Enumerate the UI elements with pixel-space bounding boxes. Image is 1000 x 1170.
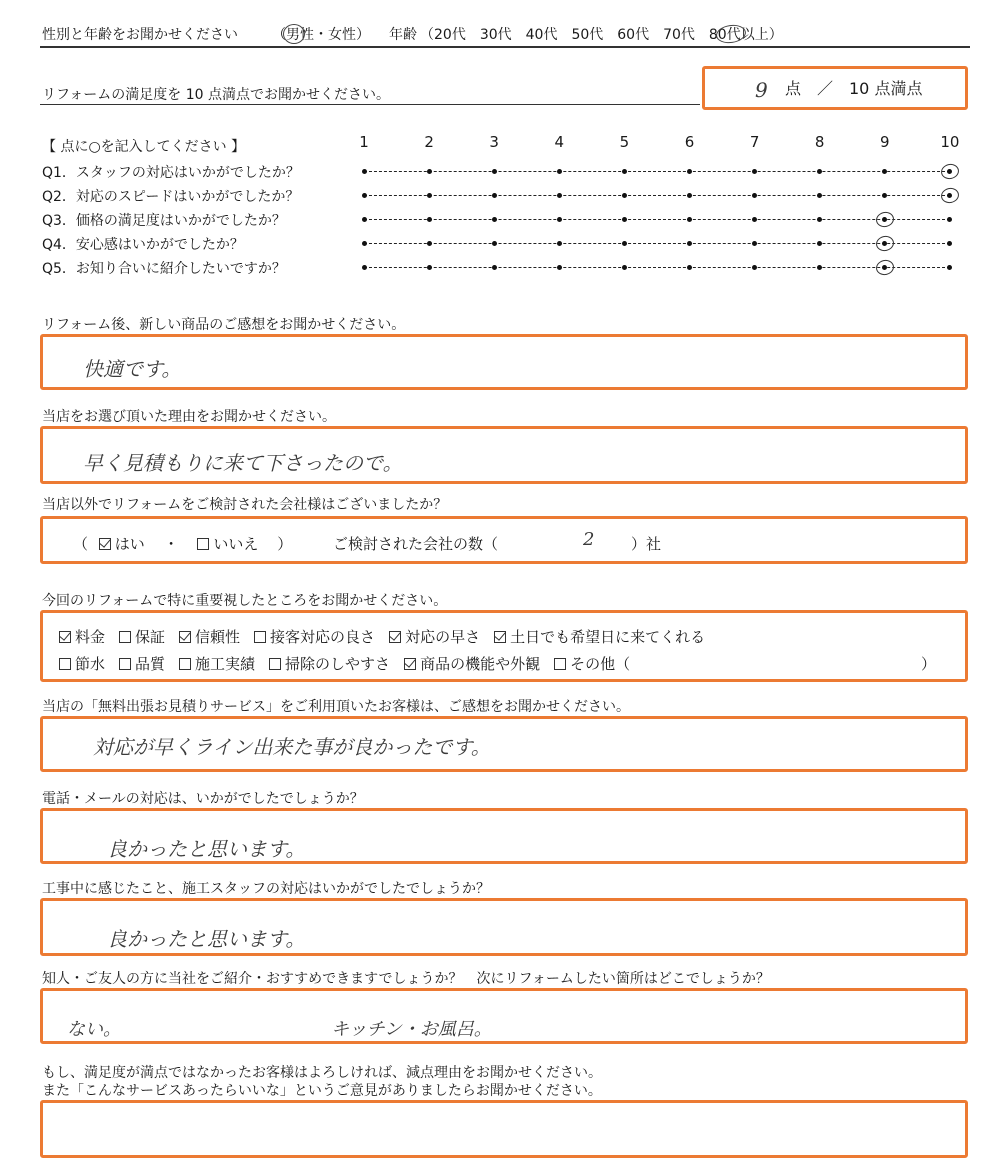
- priority-checkbox[interactable]: [119, 631, 131, 643]
- reason-label: 当店をお選び頂いた理由をお聞かせください。: [42, 409, 336, 425]
- scale-number: 4: [554, 133, 565, 151]
- phone-mail-answer: 良かったと思います。: [107, 837, 306, 861]
- rating-circle-mark: [940, 162, 961, 180]
- rating-point[interactable]: [492, 169, 497, 174]
- rating-point[interactable]: [492, 265, 497, 270]
- option-separator: ・: [163, 535, 179, 553]
- scale-number: 1: [359, 133, 369, 151]
- scale-number: 6: [684, 133, 695, 151]
- priority-checkbox[interactable]: [494, 631, 506, 643]
- reason-box[interactable]: [40, 426, 968, 484]
- rating-point[interactable]: [817, 217, 822, 222]
- rating-circle-mark: [874, 258, 895, 276]
- recommend-answer-right: キッチン・お風呂。: [331, 1019, 492, 1040]
- rating-point[interactable]: [752, 169, 757, 174]
- rating-line: [364, 219, 950, 220]
- question-label: Q4．安心感はいかがでしたか？: [42, 237, 244, 253]
- priority-option[interactable]: [59, 653, 105, 674]
- question-label: Q5．お知り合いに紹介したいですか？: [42, 261, 286, 277]
- satisfaction-rule: [40, 104, 700, 105]
- recommend-box[interactable]: [40, 988, 968, 1044]
- deduction-label-1: もし、満足度が満点ではなかったお客様はよろしければ、減点理由をお聞かせください。: [42, 1065, 602, 1081]
- rating-line: [364, 171, 950, 172]
- rating-point[interactable]: [427, 169, 432, 174]
- scale-number: 7: [749, 133, 760, 151]
- gender-circle-mark: [283, 24, 305, 44]
- rating-point[interactable]: [882, 169, 887, 174]
- impression-label: リフォーム後、新しい商品のご感想をお聞かせください。: [42, 317, 406, 333]
- priorities-close-paren: ）: [921, 655, 937, 673]
- question-label: Q1．スタッフの対応はいかがでしたか？: [42, 165, 300, 181]
- priority-checkbox[interactable]: [119, 658, 131, 670]
- rating-line: [364, 243, 950, 244]
- question-label: Q2．対応のスピードはいかがでしたか？: [42, 189, 300, 205]
- paren-open: （: [73, 535, 89, 553]
- rating-point[interactable]: [947, 265, 952, 270]
- rating-line: [364, 195, 950, 196]
- rating-point[interactable]: [752, 241, 757, 246]
- priority-option[interactable]: [179, 653, 255, 674]
- gender-age-label: 性別と年齢をお聞かせください: [42, 27, 238, 43]
- phone-mail-box[interactable]: [40, 808, 968, 864]
- rating-point[interactable]: [817, 193, 822, 198]
- priority-label: 対応の早さ: [405, 628, 481, 646]
- rating-point[interactable]: [362, 169, 367, 174]
- rating-point[interactable]: [557, 241, 562, 246]
- rating-point[interactable]: [427, 241, 432, 246]
- no-checkbox[interactable]: [197, 538, 209, 550]
- score-handwritten: 9: [755, 78, 768, 102]
- priority-checkbox[interactable]: [389, 631, 401, 643]
- construction-answer: 良かったと思います。: [107, 927, 306, 951]
- rating-point[interactable]: [687, 169, 692, 174]
- impression-box[interactable]: [40, 334, 968, 390]
- company-count-suffix: ）社: [631, 535, 662, 553]
- priority-label: 土日でも希望日に来てくれる: [510, 628, 706, 646]
- priority-option[interactable]: [389, 626, 480, 647]
- priority-option[interactable]: [59, 626, 105, 647]
- rating-point[interactable]: [362, 241, 367, 246]
- priority-option[interactable]: [119, 626, 165, 647]
- rating-point[interactable]: [622, 241, 627, 246]
- priority-option[interactable]: [494, 626, 705, 647]
- rating-point[interactable]: [427, 265, 432, 270]
- rating-point[interactable]: [492, 241, 497, 246]
- rating-point[interactable]: [492, 217, 497, 222]
- other-companies-label: 当店以外でリフォームをご検討された会社様はございましたか？: [42, 497, 448, 513]
- priority-option[interactable]: [269, 653, 390, 674]
- scale-number: 10: [940, 133, 960, 151]
- scale-number: 5: [619, 133, 630, 151]
- construction-label: 工事中に感じたこと、施工スタッフの対応はいかがでしたでしょうか？: [42, 881, 490, 897]
- yes-checkbox[interactable]: [99, 538, 111, 550]
- priority-checkbox[interactable]: [59, 658, 71, 670]
- rating-point[interactable]: [817, 265, 822, 270]
- rating-point[interactable]: [362, 217, 367, 222]
- priority-label: 品質: [135, 655, 166, 673]
- paren-close: ）: [277, 535, 293, 553]
- priority-option[interactable]: [179, 626, 240, 647]
- priorities-label: 今回のリフォームで特に重要視したところをお聞かせください。: [42, 593, 448, 609]
- priority-label: 商品の機能や外観: [420, 655, 541, 673]
- no-label: いいえ: [213, 535, 259, 553]
- rating-point[interactable]: [557, 217, 562, 222]
- priority-checkbox[interactable]: [59, 631, 71, 643]
- score-unit: 点 ／ 10 点満点: [785, 79, 923, 98]
- rating-point[interactable]: [817, 169, 822, 174]
- age-label: 年齢: [389, 27, 417, 43]
- rating-point[interactable]: [882, 193, 887, 198]
- priority-label: その他（: [570, 655, 631, 673]
- construction-box[interactable]: [40, 898, 968, 956]
- priorities-box: [40, 610, 968, 682]
- rating-point[interactable]: [427, 193, 432, 198]
- question-label: Q3．価格の満足度はいかがでしたか？: [42, 213, 286, 229]
- header-rule: [40, 46, 970, 48]
- priority-label: 料金: [75, 628, 106, 646]
- rating-point[interactable]: [947, 217, 952, 222]
- priority-option[interactable]: [404, 653, 540, 674]
- rating-circle-mark: [874, 234, 895, 252]
- priority-label: 信頼性: [195, 628, 241, 646]
- deduction-box[interactable]: [40, 1100, 968, 1158]
- rating-point[interactable]: [362, 193, 367, 198]
- priority-checkbox[interactable]: [269, 658, 281, 670]
- company-count-label: ご検討された会社の数（: [333, 535, 499, 553]
- priority-label: 施工実績: [195, 655, 256, 673]
- rating-point[interactable]: [947, 241, 952, 246]
- rating-line: [364, 267, 950, 268]
- priority-label: 節水: [75, 655, 106, 673]
- rating-point[interactable]: [687, 265, 692, 270]
- priority-label: 接客対応の良さ: [270, 628, 376, 646]
- other-companies-box: [40, 516, 968, 564]
- recommend-answer-left: ない。: [67, 1019, 121, 1040]
- priority-checkbox[interactable]: [554, 658, 566, 670]
- age-options: （20代 30代 40代 50代 60代 70代 80代以上）: [420, 27, 783, 43]
- priority-checkbox[interactable]: [179, 631, 191, 643]
- scale-number: 2: [424, 133, 434, 151]
- recommend-label: 知人・ご友人の方に当社をご紹介・おすすめできますでしょうか？ 次にリフォームしたい箇所はどこでしょうか？: [42, 971, 770, 987]
- yes-label: はい: [114, 535, 145, 553]
- priority-checkbox[interactable]: [254, 631, 266, 643]
- scale-number: 8: [814, 133, 825, 151]
- rating-point[interactable]: [687, 193, 692, 198]
- priority-checkbox[interactable]: [179, 658, 191, 670]
- priority-option[interactable]: [554, 653, 630, 674]
- rating-point[interactable]: [557, 193, 562, 198]
- rating-point[interactable]: [557, 169, 562, 174]
- score-box: [702, 66, 968, 110]
- reason-answer: 早く見積もりに来て下さったので。: [83, 451, 403, 475]
- priorities-row-1: [59, 626, 719, 647]
- rating-point[interactable]: [557, 265, 562, 270]
- free-estimate-answer: 対応が早くライン出来た事が良かったです。: [93, 735, 491, 759]
- rating-point[interactable]: [752, 193, 757, 198]
- rating-point[interactable]: [622, 265, 627, 270]
- priority-checkbox[interactable]: [404, 658, 416, 670]
- rating-point[interactable]: [492, 193, 497, 198]
- rating-point[interactable]: [687, 241, 692, 246]
- priority-label: 保証: [135, 628, 166, 646]
- priorities-row-2: [59, 653, 644, 674]
- rating-circle-mark: [940, 186, 961, 204]
- scale-number: 9: [880, 133, 890, 151]
- priority-label: 掃除のしやすさ: [285, 655, 391, 673]
- rating-point[interactable]: [752, 217, 757, 222]
- rating-point[interactable]: [687, 217, 692, 222]
- rating-point[interactable]: [427, 217, 432, 222]
- free-estimate-box[interactable]: [40, 716, 968, 772]
- phone-mail-label: 電話・メールの対応は、いかがでしたでしょうか？: [42, 791, 364, 807]
- company-count-value[interactable]: 2: [583, 529, 595, 550]
- rating-point[interactable]: [817, 241, 822, 246]
- free-estimate-label: 当店の「無料出張お見積りサービス」をご利用頂いたお客様は、ご感想をお聞かせください。: [42, 699, 630, 715]
- rating-circle-mark: [874, 210, 895, 228]
- rating-point[interactable]: [752, 265, 757, 270]
- rating-point[interactable]: [622, 193, 627, 198]
- rating-point[interactable]: [622, 217, 627, 222]
- impression-answer: 快適です。: [83, 357, 182, 381]
- gender-options: （男性・女性）: [272, 27, 370, 43]
- satisfaction-label: リフォームの満足度を 10 点満点でお聞かせください。: [42, 87, 391, 103]
- priority-option[interactable]: [119, 653, 165, 674]
- deduction-label-2: また「こんなサービスあったらいいな」というご意見がありましたらお聞かせください。: [42, 1083, 602, 1099]
- rating-point[interactable]: [362, 265, 367, 270]
- rating-point[interactable]: [622, 169, 627, 174]
- scale-number: 3: [489, 133, 499, 151]
- priority-option[interactable]: [254, 626, 375, 647]
- rating-instruction: 【 点に○を記入してください 】: [42, 139, 246, 155]
